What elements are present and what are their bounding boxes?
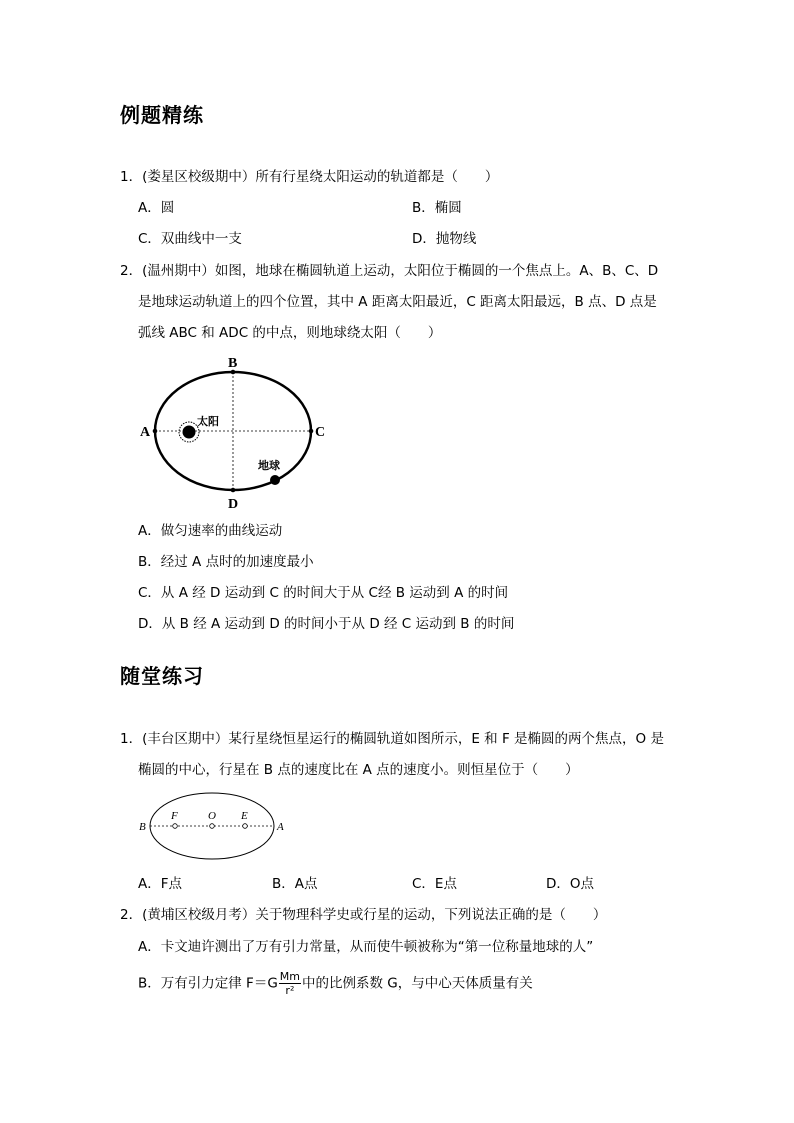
question-stem-line: 1．(丰台区期中）某行星绕恒星运行的椭圆轨道如图所示，E 和 F 是椭圆的两个焦点，O 是	[120, 731, 664, 747]
label-a: A	[277, 821, 284, 833]
center-o	[210, 824, 215, 829]
focus-e	[243, 824, 248, 829]
option-b-prefix: B．万有引力定律 F＝G	[138, 975, 278, 992]
label-sun: 太阳	[197, 415, 219, 428]
label-a: A	[140, 425, 151, 440]
label-e: E	[241, 810, 248, 822]
option-d: D．从 B 经 A 运动到 D 的时间小于从 D 经 C 运动到 B 的时间	[138, 616, 515, 632]
question-stem-line: 2．(温州期中）如图，地球在椭圆轨道上运动，太阳位于椭圆的一个焦点上。A、B、C、D	[120, 263, 659, 279]
earth-orbit-figure	[136, 350, 336, 512]
label-f: F	[171, 810, 178, 822]
section-title-examples: 例题精练	[120, 103, 204, 127]
option-c: C．双曲线中一支	[138, 231, 242, 247]
point-c	[309, 429, 314, 434]
question-stem-line: 是地球运动轨道上的四个位置，其中 A 距离太阳最近，C 距离太阳最远，B 点、D 点是	[138, 294, 657, 310]
planet-orbit-figure	[136, 790, 296, 866]
option-d: D．抛物线	[412, 231, 477, 247]
option-b-suffix: 中的比例系数 G，与中心天体质量有关	[302, 975, 533, 992]
sun-icon	[179, 422, 199, 442]
option-c: C．从 A 经 D 运动到 C 的时间大于从 C经 B 运动到 A 的时间	[138, 585, 509, 601]
fraction-denominator: r²	[285, 984, 295, 997]
label-c: C	[315, 425, 326, 440]
label-b: B	[139, 821, 146, 833]
focus-f	[173, 824, 178, 829]
label-o: O	[208, 810, 216, 822]
option-a: A．卡文迪许测出了万有引力常量，从而使牛顿被称为“第一位称量地球的人”	[138, 939, 594, 955]
question-stem-line: 椭圆的中心，行星在 B 点的速度比在 A 点的速度小。则恒星位于（ ）	[138, 762, 579, 778]
label-d: D	[228, 497, 239, 512]
question-stem: 2．(黄埔区校级月考）关于物理科学史或行星的运动，下列说法正确的是（ ）	[120, 907, 607, 923]
earth-icon	[270, 475, 280, 485]
option-b-formula	[138, 970, 533, 997]
question-stem-line: 弧线 ABC 和 ADC 的中点，则地球绕太阳（ ）	[138, 325, 442, 341]
label-earth: 地球	[258, 459, 280, 472]
point-d	[231, 488, 236, 493]
option-a: A．做匀速率的曲线运动	[138, 523, 283, 539]
section-title-practice: 随堂练习	[120, 664, 204, 688]
option-c: C．E点	[412, 876, 457, 892]
option-b: B．A点	[272, 876, 318, 892]
option-b: B．椭圆	[412, 200, 462, 216]
question-stem: 1．(娄星区校级期中）所有行星绕太阳运动的轨道都是（ ）	[120, 169, 499, 185]
option-a: A．圆	[138, 200, 175, 216]
fraction-numerator: Mm	[279, 970, 300, 983]
option-b: B．经过 A 点时的加速度最小	[138, 554, 314, 570]
label-b: B	[228, 356, 238, 371]
point-a	[153, 429, 158, 434]
option-d: D．O点	[546, 876, 595, 892]
option-a: A．F点	[138, 876, 183, 892]
formula-fraction	[279, 970, 301, 997]
